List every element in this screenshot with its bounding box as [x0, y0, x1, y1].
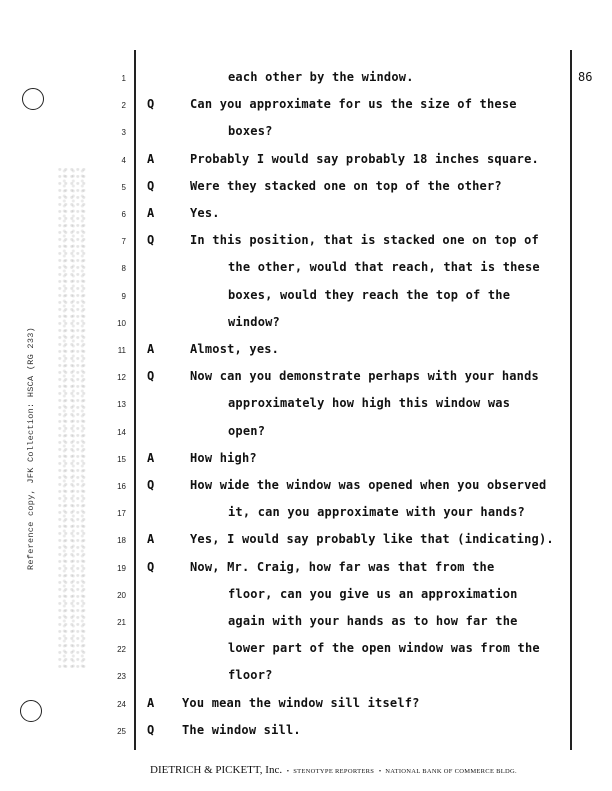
line-number: 9: [121, 291, 126, 301]
speaker-label: A: [147, 151, 155, 166]
line-number: 15: [117, 454, 126, 464]
transcript-line-text: In this position, that is stacked one on top of: [190, 233, 539, 248]
line-number: 19: [117, 563, 126, 573]
line-number: 1: [121, 74, 126, 83]
transcript-line-text: boxes?: [228, 124, 273, 139]
transcript-line-text: each other by the window.: [228, 70, 414, 84]
transcript-line-text: window?: [228, 314, 280, 329]
line-number: 3: [121, 128, 126, 138]
speaker-label: Q: [147, 722, 155, 737]
speaker-label: Q: [147, 559, 155, 574]
line-number: 18: [117, 536, 126, 546]
binder-hole-top: [22, 88, 44, 110]
transcript-line-text: The window sill.: [182, 722, 301, 737]
line-number: 4: [121, 155, 126, 165]
transcript-line-text: Yes.: [190, 206, 220, 220]
line-number: 13: [117, 400, 126, 410]
transcript-line-text: Now, Mr. Craig, how far was that from the: [190, 559, 495, 574]
speaker-label: A: [147, 206, 155, 220]
line-number: 17: [117, 509, 126, 519]
transcript-line-text: the other, would that reach, that is these: [228, 260, 540, 275]
speaker-label: Q: [147, 369, 155, 384]
line-number: 12: [117, 373, 126, 383]
page-number: 86: [578, 70, 593, 84]
line-number: 25: [117, 726, 126, 736]
transcript-line-text: open?: [228, 423, 266, 438]
speaker-label: A: [147, 695, 155, 710]
transcript-line-text: it, can you approximate with your hands?: [228, 505, 525, 520]
line-number: 11: [117, 346, 126, 355]
reporter-footer: DIETRICH & PICKETT, Inc. • STENOTYPE REPORTERS • NATIONAL BANK OF COMMERCE BLDG.: [150, 764, 517, 776]
transcript-line-text: lower part of the open window was from the: [228, 641, 540, 656]
transcript-line-text: Yes, I would say probably like that (indicating).: [190, 532, 554, 547]
transcript-line-text: approximately how high this window was: [228, 396, 511, 411]
transcript-line-text: again with your hands as to how far the: [228, 614, 518, 628]
line-number: 21: [117, 618, 126, 627]
transcript-line-text: Were they stacked one on top of the other?: [190, 178, 502, 193]
transcript-line-text: How high?: [190, 450, 257, 465]
transcript-line-text: boxes, would they reach the top of the: [228, 287, 511, 302]
transcript-line-text: You mean the window sill itself?: [182, 695, 420, 710]
speaker-label: Q: [147, 97, 155, 112]
left-margin-rule: [134, 50, 136, 750]
binder-hole-bottom: [20, 700, 42, 722]
line-number: 5: [121, 182, 126, 192]
line-number: 24: [117, 699, 126, 709]
speaker-label: A: [147, 450, 155, 465]
speaker-label: Q: [147, 233, 155, 248]
line-number: 23: [117, 672, 126, 682]
line-number: 7: [121, 237, 126, 247]
speaker-label: Q: [147, 178, 155, 193]
line-number: 14: [117, 427, 126, 437]
transcript-line-text: floor?: [228, 668, 273, 683]
footer-address: NATIONAL BANK OF COMMERCE BLDG.: [385, 768, 517, 775]
scan-noise: [58, 168, 88, 668]
speaker-label: A: [147, 532, 155, 547]
speaker-label: A: [147, 342, 155, 356]
line-number: 16: [117, 482, 126, 491]
transcript-line-text: Probably I would say probably 18 inches square.: [190, 151, 539, 166]
transcript-line-text: Almost, yes.: [190, 342, 280, 356]
transcript-line-text: How wide the window was opened when you observed: [190, 478, 547, 492]
transcript-line-text: Now can you demonstrate perhaps with your hands: [190, 369, 539, 384]
line-number: 2: [121, 101, 126, 111]
transcript-line-text: Can you approximate for us the size of these: [190, 97, 517, 112]
archive-stamp: Reference copy, JFK Collection: HSCA (RG 233): [26, 326, 36, 570]
speaker-label: Q: [147, 478, 155, 492]
footer-service: STENOTYPE REPORTERS: [293, 768, 375, 775]
footer-firm: DIETRICH & PICKETT, Inc.: [150, 764, 283, 776]
line-number: 6: [121, 210, 126, 219]
line-number: 8: [121, 264, 126, 274]
transcript-line-text: floor, can you give us an approximation: [228, 586, 518, 601]
right-margin-rule: [570, 50, 572, 750]
line-number: 20: [117, 590, 126, 600]
line-number: 22: [117, 645, 126, 655]
line-number: 10: [117, 318, 126, 328]
